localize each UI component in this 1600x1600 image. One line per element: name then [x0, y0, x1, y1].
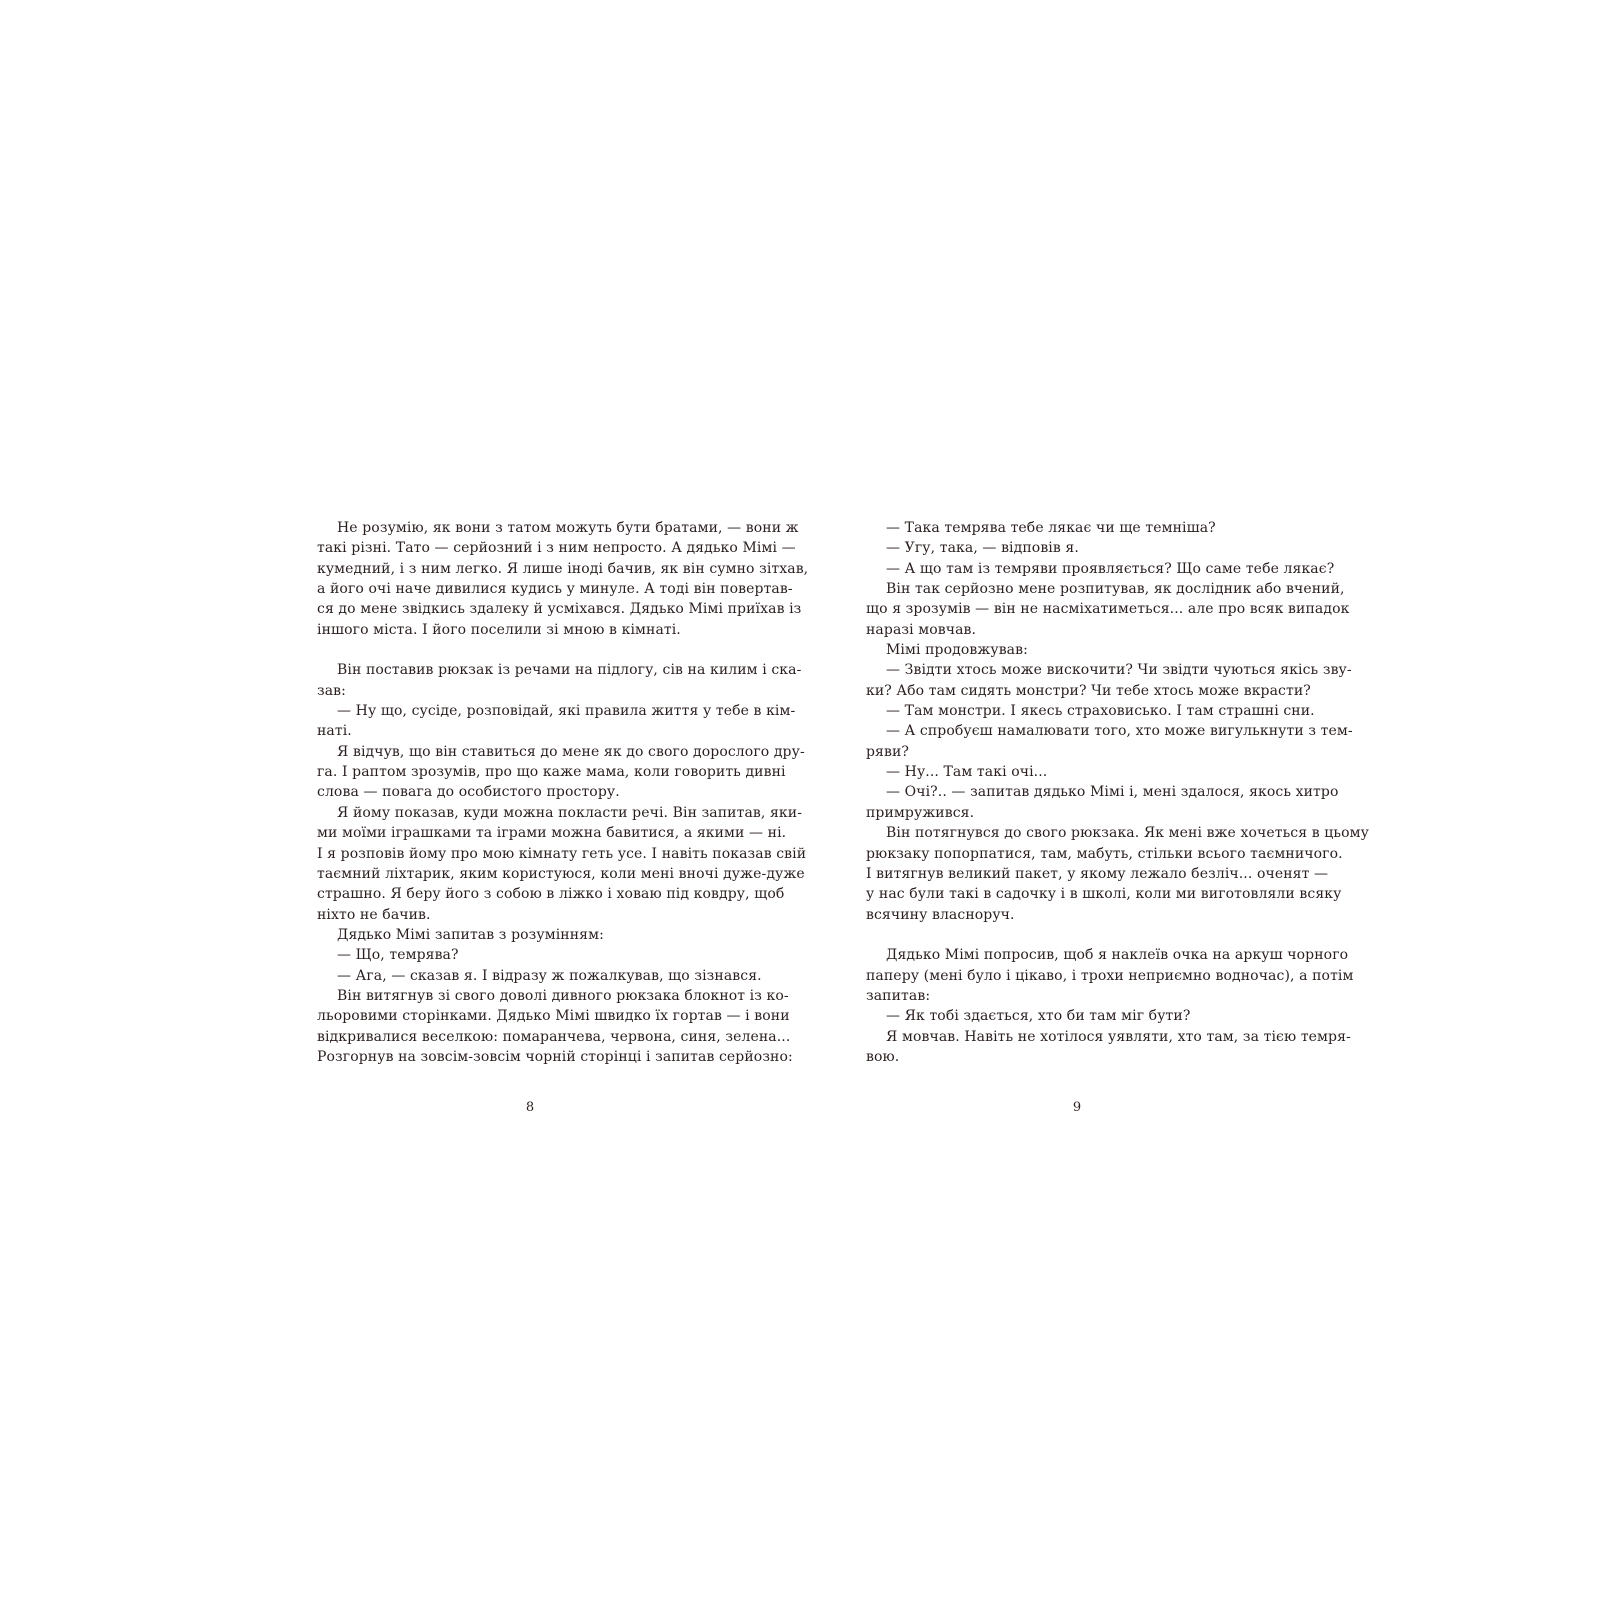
text-line: Він так серйозно мене розпитував, як дослідник або вчений,: [886, 581, 1345, 598]
text-line: — Угу, така, — відповів я.: [886, 540, 1079, 557]
text-line: примружився.: [866, 804, 975, 821]
text-line: — Ага, — сказав я. І відразу ж пожалкував, що зізнався.: [337, 967, 762, 984]
text-line: — Як тобі здається, хто би там міг бути?: [886, 1008, 1191, 1025]
text-line: у нас були такі в садочку і в школі, коли ми виготовляли всяку: [866, 886, 1342, 903]
text-line: паперу (мені було і цікаво, і трохи неприємно водночас), а потім: [866, 967, 1354, 984]
text-line: такі різні. Тато — серйозний і з ним непросто. А дядько Мімі —: [317, 540, 796, 557]
text-line: страшно. Я беру його з собою в ліжко і ховаю під ковдру, щоб: [317, 886, 785, 903]
text-line: Я йому показав, куди можна покласти речі. Він запитав, яки-: [337, 804, 803, 821]
text-line: відкривалися веселкою: помаранчева, червона, синя, зелена...: [317, 1028, 791, 1045]
text-line: Не розумію, як вони з татом можуть бути братами, — вони ж: [337, 520, 799, 536]
text-line: наразі мовчав.: [866, 621, 977, 638]
text-line: що я зрозумів — він не насміхатиметься... але про всяк випадок: [866, 601, 1350, 618]
text-line: а його очі наче дивилися кудись у минуле. А тоді він повертав-: [317, 581, 793, 598]
text-line: Дядько Мімі попросив, щоб я наклеїв очка на аркуш чорного: [886, 947, 1349, 964]
text-line: — Ну... Там такі очі...: [886, 764, 1048, 781]
text-line: іншого міста. І його поселили зі мною в кімнаті.: [317, 621, 681, 638]
text-line: льоровими сторінками. Дядько Мімі швидко їх гортав — і вони: [317, 1008, 790, 1025]
text-line: — Звідти хтось може вискочити? Чи звідти чуються якісь зву-: [886, 662, 1352, 679]
text-line: слова — повага до особистого простору.: [317, 784, 620, 801]
text-line: зав:: [317, 682, 346, 699]
text-line: ки? Або там сидять монстри? Чи тебе хтось може вкрасти?: [866, 682, 1311, 699]
blank-line: [317, 640, 753, 660]
text-line: всячину власноруч.: [866, 906, 1015, 923]
text-line: Він витягнув зі свого доволі дивного рюкзака блокнот із ко-: [337, 987, 789, 1004]
text-line: ніхто не бачив.: [317, 906, 431, 923]
text-line: — А що там із темряви проявляється? Що саме тебе лякає?: [886, 560, 1335, 577]
text-line: рюкзаку попорпатися, там, мабуть, стільки всього таємничого.: [866, 845, 1343, 862]
text-line: Розгорнув на зовсім-зовсім чорній сторінці і запитав серйозно:: [317, 1048, 793, 1065]
text-line: ся до мене звідкись здалеку й усміхався. Дядько Мімі приїхав із: [317, 601, 802, 618]
left-page-number: 8: [525, 1100, 535, 1115]
text-line: таємний ліхтарик, яким користуюся, коли мені вночі дуже-дуже: [317, 865, 805, 882]
text-line: вою.: [866, 1048, 900, 1065]
text-line: Я мовчав. Навіть не хотілося уявляти, хто там, за тією темря-: [886, 1028, 1351, 1045]
text-line: запитав:: [866, 987, 931, 1004]
blank-line: [866, 925, 1302, 945]
text-line: І я розповів йому про мою кімнату геть усе. І навіть показав свій: [317, 845, 807, 862]
text-line: Він поставив рюкзак із речами на підлогу, сів на килим і ска-: [337, 662, 802, 679]
text-line: — Там монстри. І якесь страховисько. І там страшні сни.: [886, 703, 1315, 720]
left-page-text: [317, 518, 809, 1067]
text-line: Він потягнувся до свого рюкзака. Як мені вже хочеться в цьому: [886, 825, 1369, 842]
right-page-number: 9: [1072, 1100, 1082, 1115]
text-line: — А спробуєш намалювати того, хто може вигулькнути з тем-: [886, 723, 1353, 740]
text-line: Я відчув, що він ставиться до мене як до свого дорослого дру-: [337, 743, 805, 760]
right-page-text: [866, 518, 1369, 1067]
text-line: кумедний, і з ним легко. Я лише іноді бачив, як він сумно зітхав,: [317, 560, 809, 577]
text-line: ряви?: [866, 743, 910, 760]
text-line: — Ну що, сусіде, розповідай, які правила життя у тебе в кім-: [337, 703, 796, 720]
text-line: наті.: [317, 723, 352, 740]
text-line: І витягнув великий пакет, у якому лежало безліч... оченят —: [866, 865, 1329, 882]
text-line: — Що, темрява?: [337, 947, 459, 964]
text-line: га. І раптом зрозумів, про що каже мама, коли говорить дивні: [317, 764, 786, 781]
text-line: ми моїми іграшками та іграми можна бавитися, а якими — ні.: [317, 825, 787, 842]
text-line: Мімі продовжував:: [886, 642, 1028, 659]
text-line: Дядько Мімі запитав з розумінням:: [337, 926, 604, 943]
text-line: — Очі?.. — запитав дядько Мімі і, мені здалося, якось хитро: [886, 784, 1339, 801]
text-line: — Така темрява тебе лякає чи ще темніша?: [886, 520, 1216, 536]
